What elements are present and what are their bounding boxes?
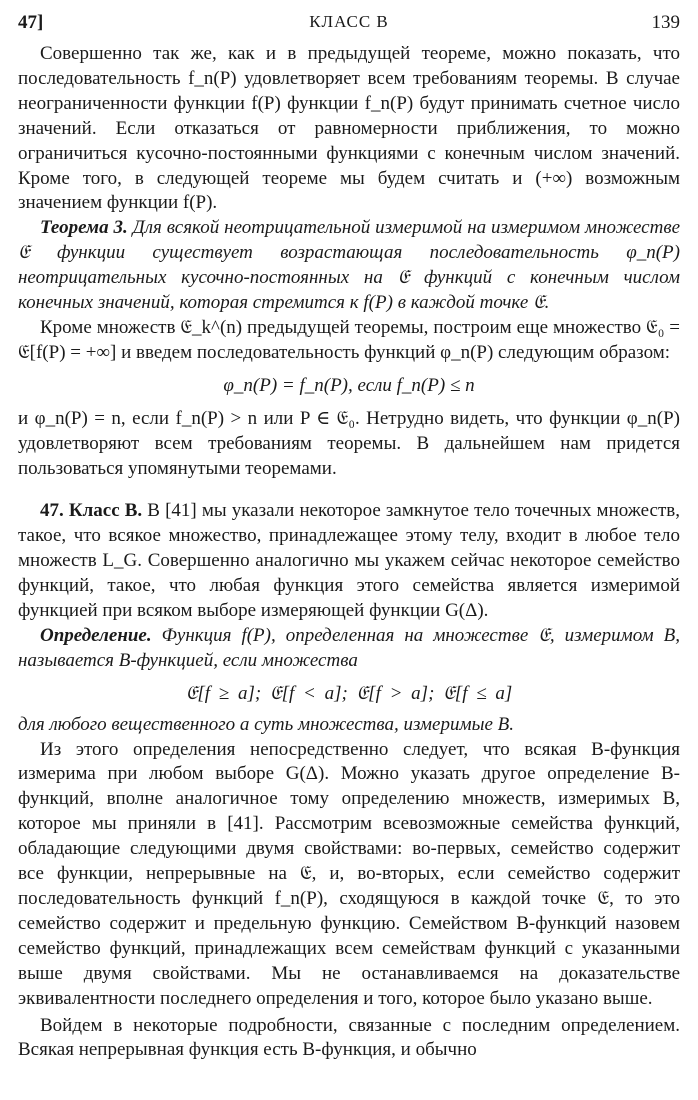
definition-tail: для любого вещественного a суть множества, измеримые B. <box>18 713 514 735</box>
page-number: 139 <box>651 12 680 33</box>
formula-level-sets: 𝔈[f ≥ a]; 𝔈[f < a]; 𝔈[f > a]; 𝔈[f ≤ a] <box>185 682 513 704</box>
paragraph-details: Войдем в некоторые подробности, связанные с последним определением. Всякая непрерывная функция есть B-функция, и обычно <box>18 1014 680 1061</box>
paragraph-intro: Совершенно так же, как и в предыдущей теореме, можно показать, что последовательность f_n(P) удовлетворяет всем требованиям теоремы. В случае неограниченности функции f(P) функции f_n(P) будут принимать счетное число значений. Если отказаться от равномерности приближения, то можно ограничиться кусочно-постоянными функциями с конечным числом значений. Кроме того, в следующей теореме мы будем считать и (+∞) возможным значением функции f(P). <box>18 43 680 214</box>
theorem-3 <box>18 216 680 316</box>
header-section-ref: 47] <box>18 12 44 33</box>
paragraph-proof-end: и φ_n(P) = n, если f_n(P) > n или P ∈ 𝔈₀. Нетрудно видеть, что функции φ_n(P) удовлетворяют всем требованиям теоремы. В дальнейшем нам придется пользоваться упомянутыми теоремами. <box>18 407 680 479</box>
theorem-title: Теорема 3. <box>40 217 128 239</box>
definition-title: Определение. <box>40 624 152 646</box>
definition-body: Функция f(P), определенная на множестве 𝔈, измеримом B, называется B-функцией, если множества <box>18 624 680 671</box>
page-header <box>18 8 680 42</box>
section-spacer <box>18 481 680 499</box>
section-47-text: В [41] мы указали некоторое замкнутое тело точечных множеств, такое, что всякое множество, принадлежащее этому телу, входит в любое тело множеств L_G. Совершенно аналогично мы укажем сейчас некоторое семейство функций, такое, что любая функция этого семейства является измеримой функцией при всяком выборе измеряющей функции G(Δ). <box>18 500 681 622</box>
section-47-intro <box>18 499 680 624</box>
section-title: 47. Класс B. <box>40 500 143 522</box>
formula-phi-definition: φ_n(P) = f_n(P), если f_n(P) ≤ n <box>223 374 475 396</box>
theorem-statement: Для всякой неотрицательной измеримой на измеримом множестве 𝔈 функции существует возрастающая последовательность φ_n(P) неотрицательных кусочно-постоянных на 𝔈 функций с конечным числом конечных значений, которая стремится к f(P) в каждой точке 𝔈. <box>18 217 681 314</box>
paragraph-proof-start: Кроме множеств 𝔈_k^(n) предыдущей теоремы, построим еще множество 𝔈₀ = 𝔈[f(P) = +∞] и введем последовательность функций φ_n(P) следующим образом: <box>18 316 680 363</box>
header-running-title: КЛАСС B <box>309 12 389 31</box>
paragraph-b-functions: Из этого определения непосредственно следует, что всякая B-функция измерима при любом выборе G(Δ). Можно указать другое определение B-функций, вполне аналогичное тому определению множеств, измеримых B, которое мы приняли в [41]. Рассмотрим всевозможные семейства функций, обладающие следующими двумя свойствами: во-первых, семейство содержит все функции, непрерывные на 𝔈, и, во-вторых, если семейство содержит последовательность функций f_n(P), сходящуюся в каждой точке 𝔈, то это семейство содержит и предельную функцию. Семейством B-функций назовем семейство функций, принадлежащих всем семействам функций с указанными выше двумя свойствами. Мы не останавливаемся на доказательстве эквивалентности последнего определения и того, которое было указано выше. <box>18 738 680 1009</box>
definition-block <box>18 624 680 674</box>
